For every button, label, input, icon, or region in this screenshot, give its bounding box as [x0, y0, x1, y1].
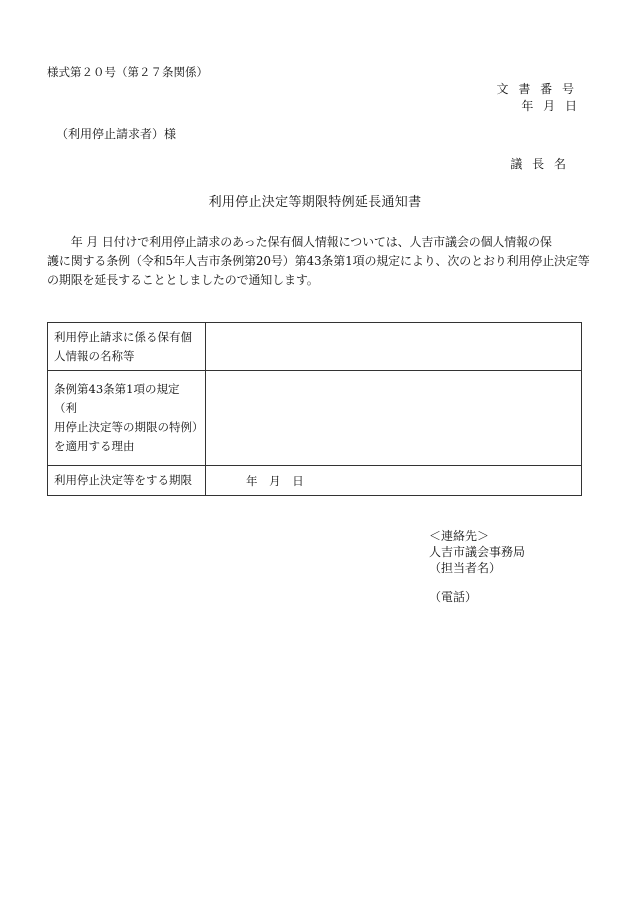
requester-addressee: （利用停止請求者）様 [56, 127, 177, 141]
label-line: 人情報の名称等 [54, 348, 135, 363]
label-line: 用停止決定等の期限の特例） [54, 420, 204, 434]
page-title: 利用停止決定等期限特例延長通知書 [208, 195, 422, 210]
table-row [48, 323, 582, 371]
deadline-date: 年 月 日 [206, 466, 582, 496]
table-label [48, 466, 206, 496]
notice-body [47, 233, 590, 290]
label-line: を適用する理由 [54, 439, 135, 453]
document-number: 文 書 番 号 [496, 82, 577, 96]
contact-phone: （電話） [429, 590, 478, 604]
label-line: 利用停止決定等をする期限 [54, 473, 192, 487]
table-label [48, 323, 206, 371]
table-value [206, 371, 582, 466]
table-row [48, 466, 582, 496]
info-table [47, 322, 582, 496]
label-line: 利用停止請求に係る保有個 [54, 329, 192, 344]
label-line: 条例第43条第1項の規定（利 [54, 382, 180, 415]
table-row [48, 371, 582, 466]
contact-heading: ＜連絡先＞ [429, 529, 490, 543]
table-value [206, 323, 582, 371]
table-label [48, 371, 206, 466]
form-number: 様式第２０号（第２７条関係） [47, 65, 208, 79]
body-line: の期限を延長することとしましたので通知します。 [47, 273, 319, 287]
document-date: 年 月 日 [521, 99, 577, 113]
contact-office: 人吉市議会事務局 [429, 545, 526, 559]
chairman-name: 議 長 名 [510, 157, 569, 171]
contact-block [429, 528, 525, 605]
body-line: 年 月 日付けで利用停止請求のあった保有個人情報については、人吉市議会の個人情報の保 [47, 235, 552, 249]
contact-person: （担当者名） [429, 561, 502, 575]
body-line: 護に関する条例（令和5年人吉市条例第20号）第43条第1項の規定により、次のとおり利用停止決定等 [47, 254, 590, 268]
